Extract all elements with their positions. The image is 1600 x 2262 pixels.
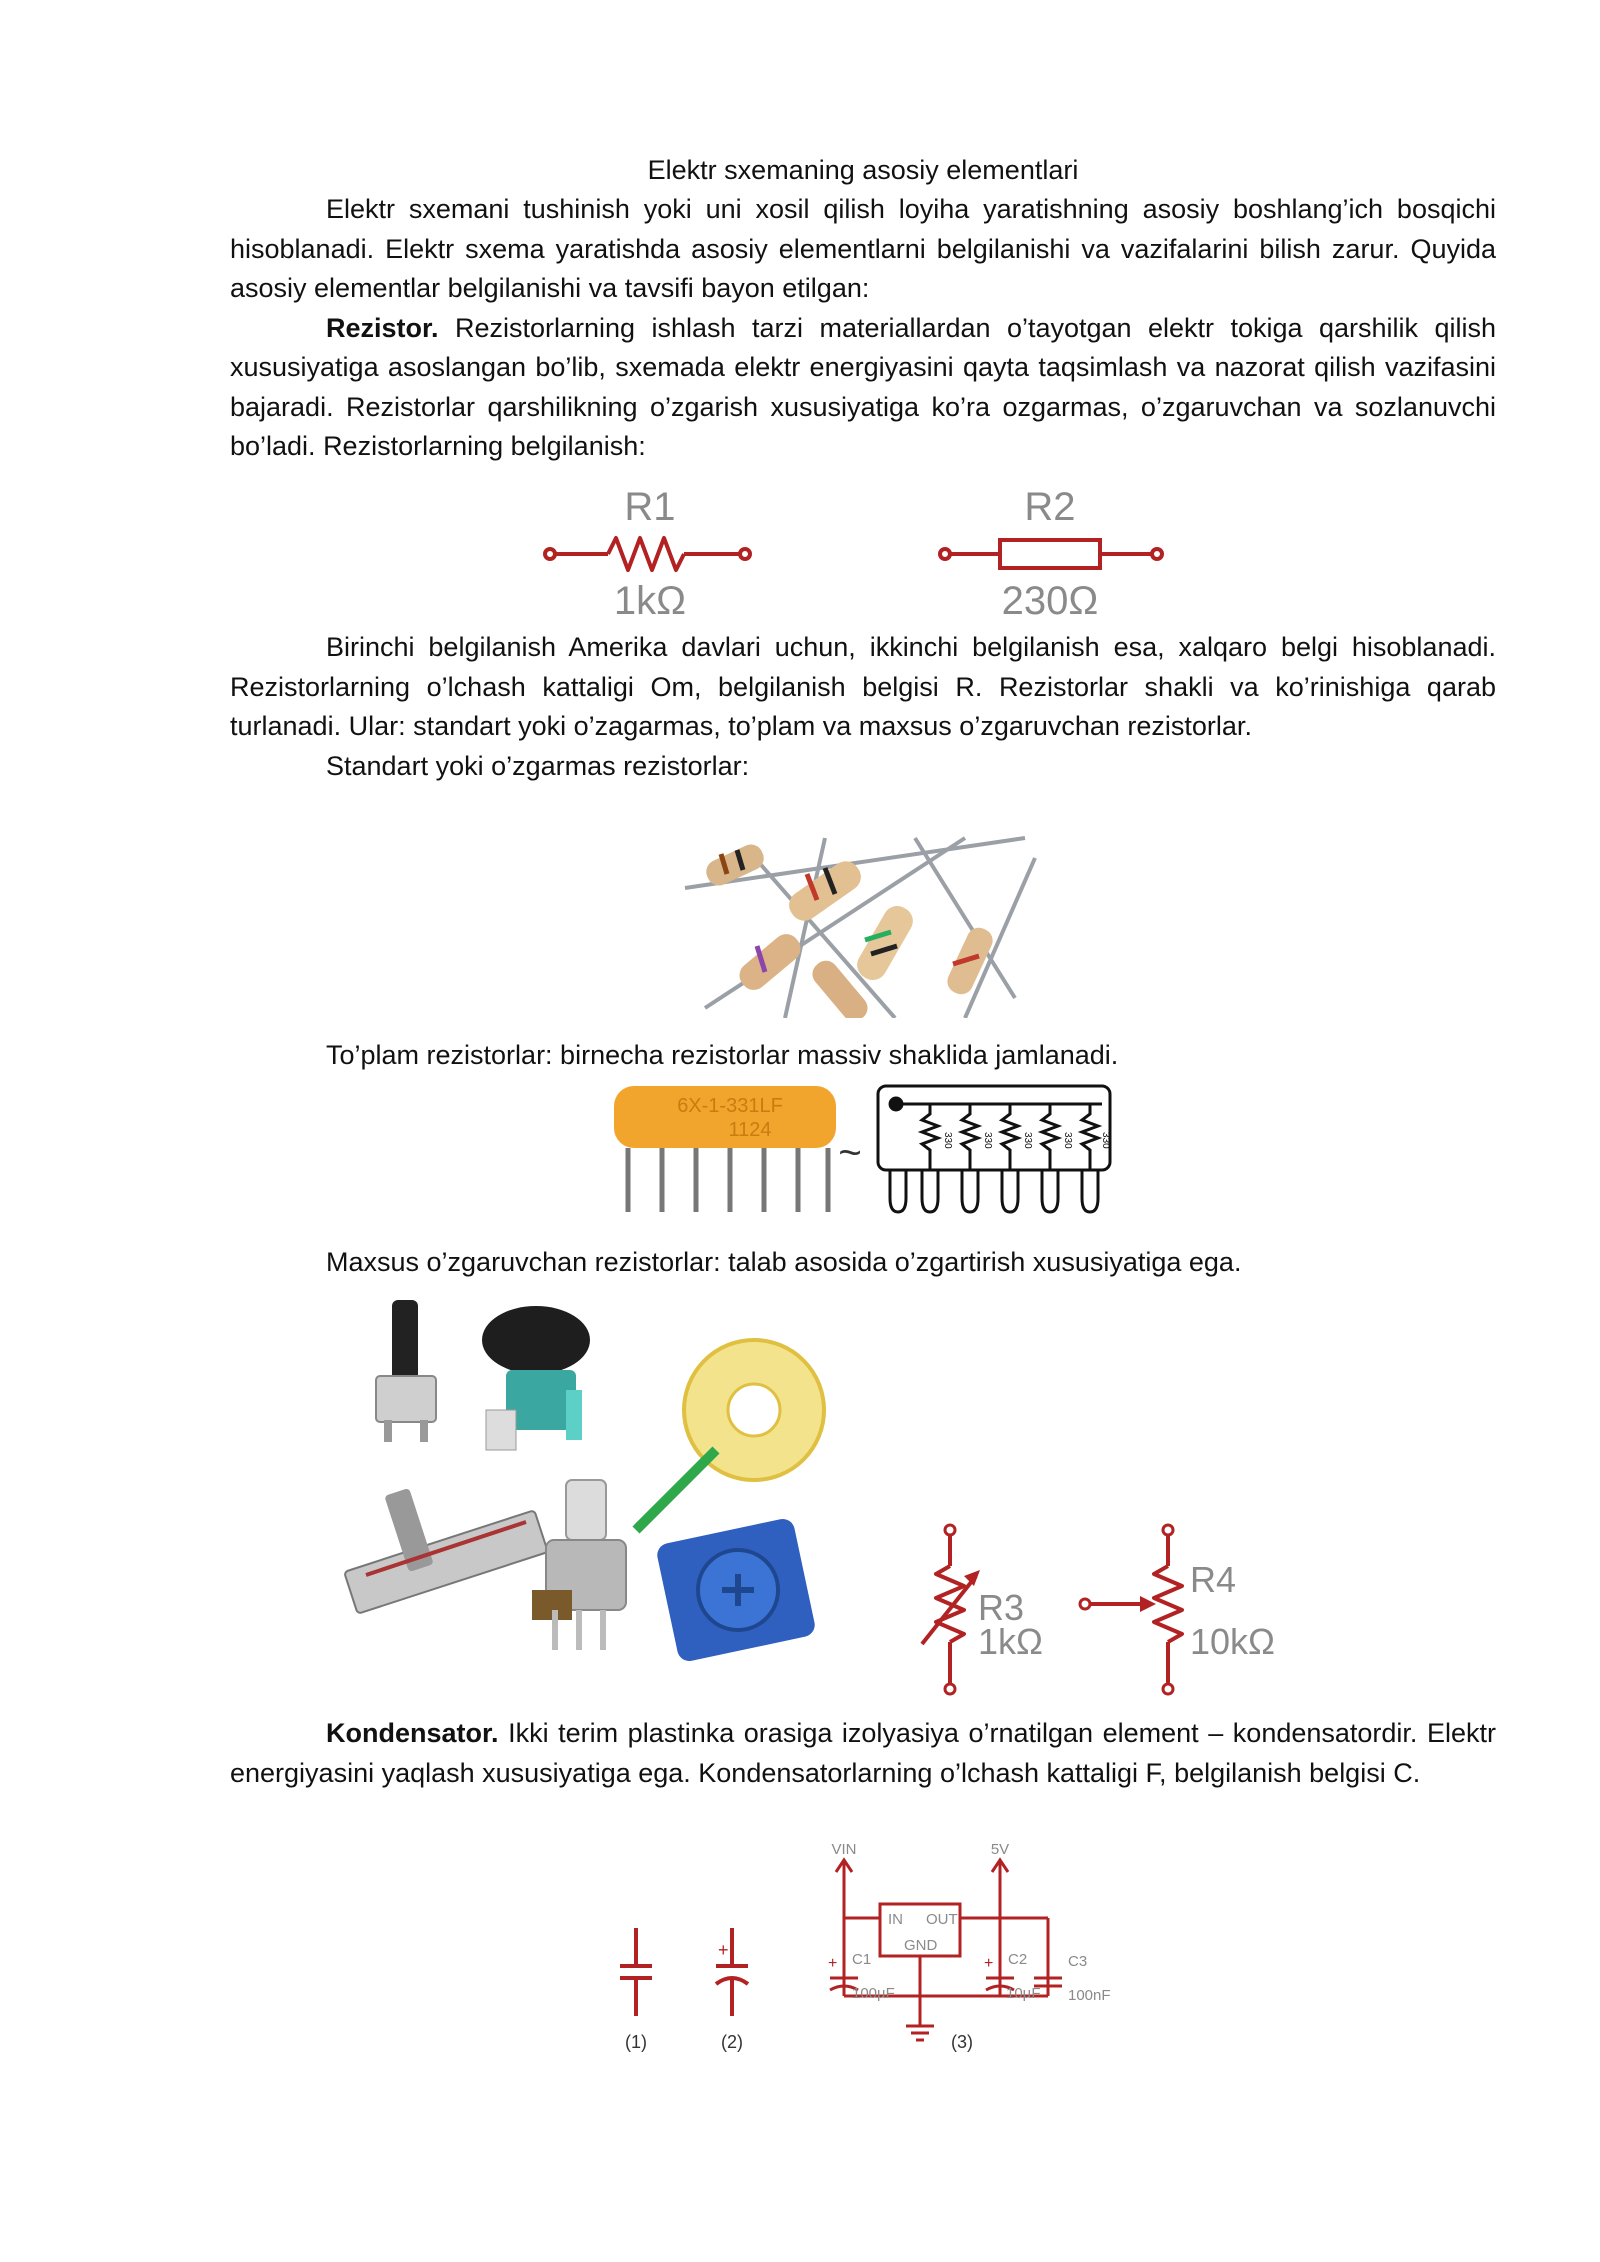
page-title: Elektr sxemaning asosiy elementlari	[647, 155, 1079, 185]
r3-value: 1kΩ	[978, 1621, 1043, 1662]
regulator-schematic	[830, 1860, 1062, 2040]
document-page	[230, 150, 1496, 467]
variable-resistor-symbols	[900, 1520, 1400, 1700]
network-value-4: 330	[1062, 1132, 1073, 1149]
network-value-1: 330	[942, 1132, 953, 1149]
capacitor-label-1: (1)	[625, 2032, 647, 2052]
network-schematic	[878, 1086, 1110, 1212]
network-value-2: 330	[982, 1132, 993, 1149]
network-value-5: 330	[1100, 1132, 1111, 1149]
variable-resistors-image	[336, 1290, 856, 1690]
capacitor-symbol-1	[620, 1928, 652, 2016]
r1-value: 1kΩ	[613, 579, 687, 618]
capacitor-text: Ikki terim plastinka orasiga izolyasiya o’rnatilgan element – kondensatordir. Elektr energiyasini yaqlash xususiyatiga ega. Kondensatorlarning o’lchash kattaligi F, belgilanish belgisi C.	[230, 1718, 1496, 1788]
c1-value: 100µF	[852, 1985, 895, 2002]
reg-out-label: OUT	[926, 1911, 958, 1928]
5v-label: 5V	[990, 1841, 1010, 1858]
resistor-symbols-figure	[530, 478, 1210, 618]
reg-gnd-label: GND	[904, 1937, 938, 1954]
c3-label: C3	[1068, 1953, 1088, 1970]
capacitor-label-3: (3)	[951, 2032, 973, 2052]
capacitor-paragraph	[230, 1714, 1496, 1793]
capacitor-label-2: (2)	[721, 2032, 743, 2052]
chip-marking-2: 1124	[728, 1119, 772, 1141]
polarity-plus-2: +	[718, 1940, 729, 1960]
r4-ref: R4	[1190, 1559, 1237, 1600]
intro-paragraph: Elektr sxemani tushinish yoki uni xosil qilish loyiha yaratishning asosiy boshlang’ich bosqichi hisoblanadi. Elektr sxema yaratishda asosiy elementlarni belgilanishi va vazifalarini bilish zarur. Quyida asosiy elementlar belgilanishi va tavsifi bayon etilgan:	[230, 194, 1496, 303]
chip-marking-1: 6X-1-331LF	[677, 1095, 783, 1117]
c3-value: 100nF	[1068, 1987, 1111, 2004]
c2-label: C2	[1008, 1951, 1028, 1968]
membrane-potentiometer	[636, 1340, 824, 1530]
slide-potentiometer	[344, 1488, 548, 1614]
variable-resistors-label: Maxsus o’zgaruvchan rezistorlar: talab asosida o’zgartirish xususiyatiga ega.	[326, 1247, 1242, 1277]
resistor-notation-paragraph: Birinchi belgilanish Amerika davlari uchun, ikkinchi belgilanish esa, xalqaro belgi hisoblanadi. Rezistorlarning o’lchash kattaligi Om, belgilanish belgisi R. Rezistorlar shakli va ko’rinishiga qarab turlanadi. Ular: standart yoki o’zagarmas, to’plam va maxsus o’zgaruvchan rezistorlar.	[230, 632, 1496, 741]
standard-resistors-image	[665, 828, 1045, 1018]
resistor-symbol-r2	[940, 485, 1162, 618]
panel-potentiometer	[532, 1480, 626, 1650]
resistor-network-image	[600, 1082, 1120, 1222]
vin-label: VIN	[831, 1841, 857, 1858]
resistor-paragraph	[230, 309, 1496, 467]
polarity-plus-c2: +	[984, 1955, 994, 1972]
r2-value: 230Ω	[1001, 579, 1099, 618]
variable-section	[230, 1243, 1496, 1283]
reg-in-label: IN	[888, 1911, 903, 1928]
equivalence-tilde: ~	[838, 1131, 862, 1175]
capacitor-term: Kondensator.	[326, 1718, 499, 1748]
r3-ref: R3	[978, 1587, 1025, 1628]
c2-value: 10µF	[1006, 1985, 1041, 2002]
sip-chip	[614, 1086, 836, 1212]
joystick-module	[482, 1306, 590, 1450]
resistor-text: Rezistorlarning ishlash tarzi materiallardan o’tayotgan elektr tokiga qarshilik qilish xususiyatiga asoslangan bo’lib, sxemada elektr energiyasini qayta taqsimlash va nazorat qilish vazifasini bajaradi. Rezistorlar qarshilikning o’zgarish xususiyatiga ko’ra ozgarmas, o’zgaruvchan va sozlanuvchi bo’ladi. Rezistorlarning belgilanish:	[230, 312, 1496, 461]
resistor-types-section	[230, 628, 1496, 786]
network-resistors-label: To’plam rezistorlar: birnecha rezistorlar massiv shaklida jamlanadi.	[326, 1040, 1119, 1070]
r2-ref: R2	[1024, 485, 1076, 529]
c1-label: C1	[852, 1951, 872, 1968]
network-section	[230, 1036, 1496, 1076]
variable-symbol-r4	[1080, 1525, 1275, 1694]
r1-ref: R1	[624, 485, 676, 529]
variable-symbol-r3	[922, 1525, 1043, 1694]
trimmer-potentiometer	[655, 1517, 817, 1663]
standard-resistors-label: Standart yoki o’zgarmas rezistorlar:	[326, 750, 750, 781]
capacitor-section	[230, 1714, 1496, 1793]
resistor-symbol-r1	[545, 485, 750, 618]
network-value-3: 330	[1022, 1132, 1033, 1149]
rotary-potentiometer	[376, 1300, 436, 1442]
polarity-plus-c1: +	[828, 1955, 838, 1972]
resistor-term: Rezistor.	[326, 312, 439, 343]
capacitor-diagram	[600, 1838, 1120, 2078]
r4-value: 10kΩ	[1190, 1621, 1275, 1662]
